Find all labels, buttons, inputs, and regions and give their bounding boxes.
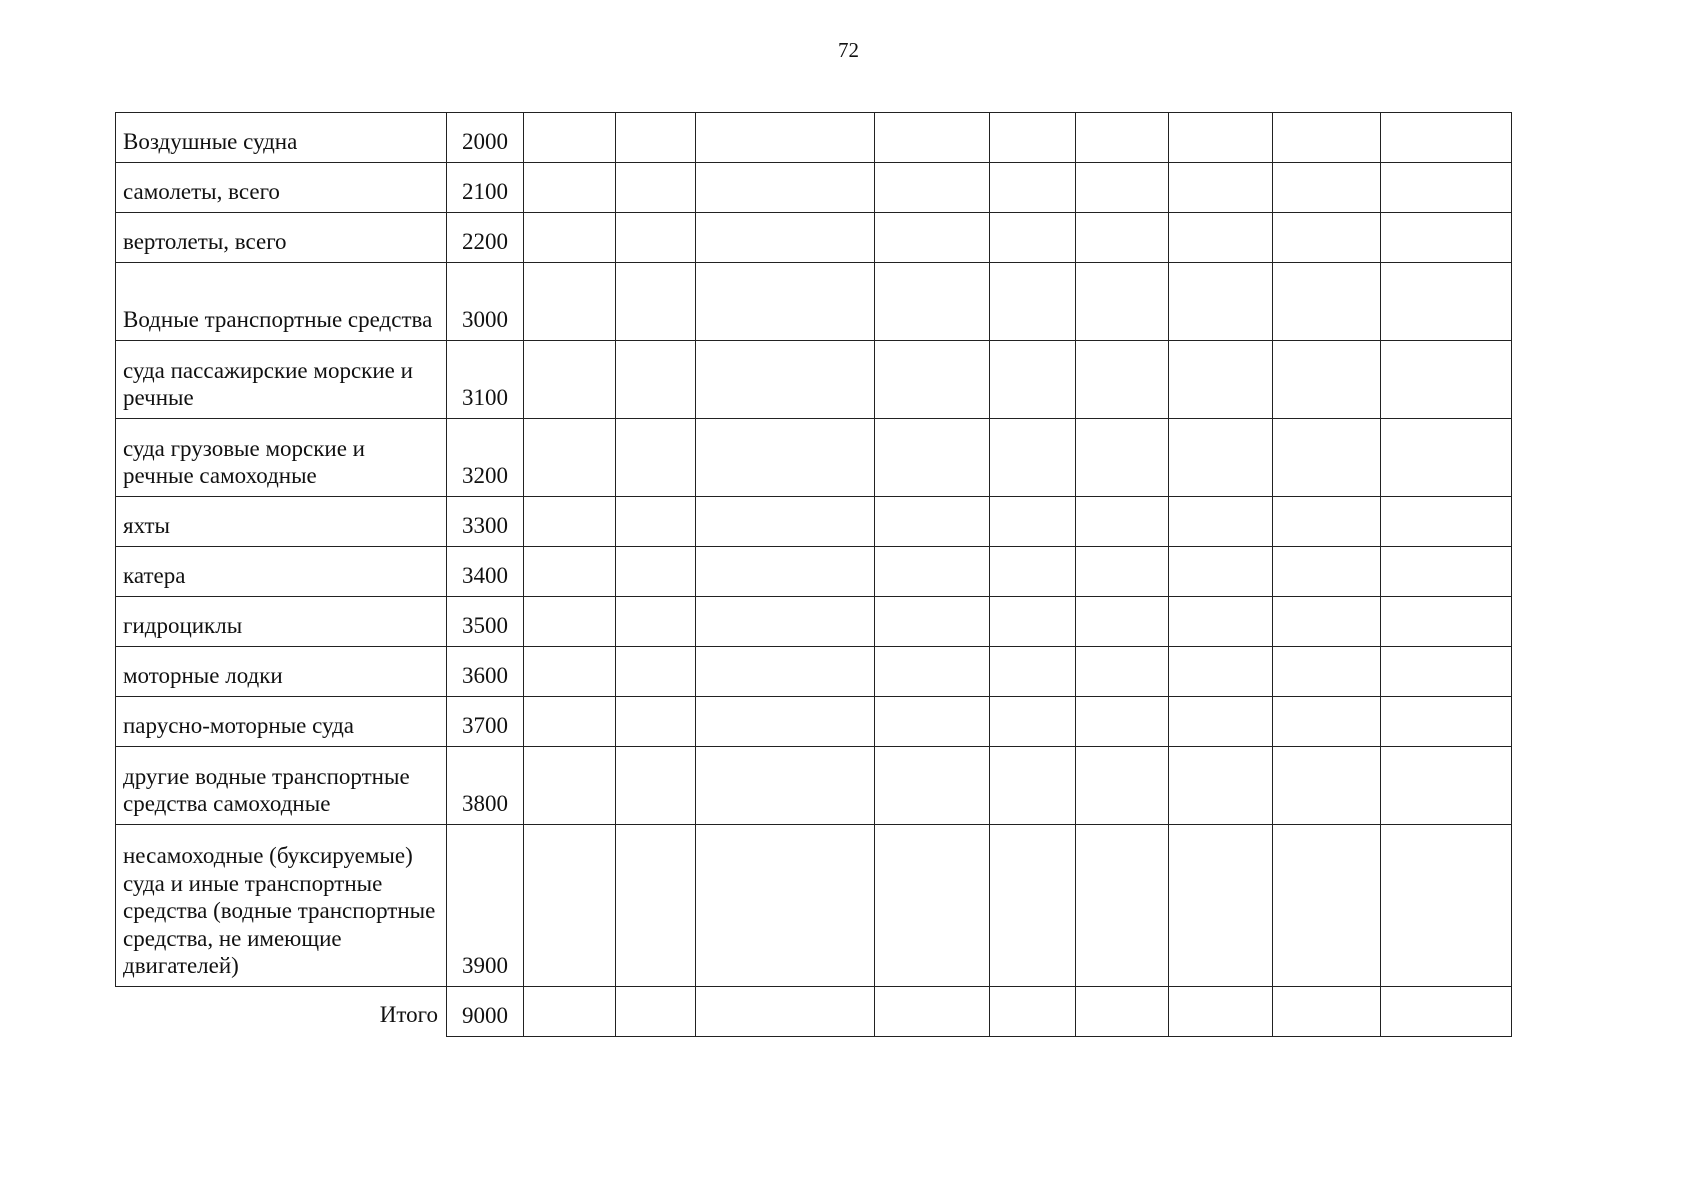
data-cell <box>990 825 1076 987</box>
data-cell <box>1381 987 1512 1037</box>
data-cell <box>875 163 990 213</box>
data-cell <box>524 497 616 547</box>
row-code: 2200 <box>447 213 524 263</box>
data-cell <box>1169 163 1273 213</box>
data-cell <box>990 419 1076 497</box>
table-row <box>116 419 1512 497</box>
data-cell <box>875 419 990 497</box>
data-cell <box>1273 747 1381 825</box>
vehicles-table <box>115 112 1512 1037</box>
data-cell <box>1076 113 1169 163</box>
data-cell <box>524 987 616 1037</box>
table-row <box>116 163 1512 213</box>
row-code: 3300 <box>447 497 524 547</box>
data-cell <box>1169 341 1273 419</box>
data-cell <box>524 419 616 497</box>
data-cell <box>1169 647 1273 697</box>
data-cell <box>875 213 990 263</box>
data-cell <box>616 987 696 1037</box>
row-label: Воздушные судна <box>116 113 447 163</box>
data-cell <box>990 747 1076 825</box>
table-body <box>116 113 1512 1037</box>
data-cell <box>616 213 696 263</box>
data-cell <box>696 213 875 263</box>
row-code: 3100 <box>447 341 524 419</box>
data-cell <box>1273 647 1381 697</box>
data-cell <box>524 263 616 341</box>
data-cell <box>1076 163 1169 213</box>
data-cell <box>1273 163 1381 213</box>
data-cell <box>990 547 1076 597</box>
row-label: самолеты, всего <box>116 163 447 213</box>
data-cell <box>1076 213 1169 263</box>
data-cell <box>1381 825 1512 987</box>
row-code: 2000 <box>447 113 524 163</box>
data-cell <box>1273 497 1381 547</box>
data-cell <box>875 825 990 987</box>
data-cell <box>990 697 1076 747</box>
data-cell <box>1076 747 1169 825</box>
data-cell <box>1273 263 1381 341</box>
data-cell <box>1169 497 1273 547</box>
data-cell <box>1169 547 1273 597</box>
row-label: гидроциклы <box>116 597 447 647</box>
data-cell <box>524 113 616 163</box>
data-cell <box>875 747 990 825</box>
data-cell <box>524 547 616 597</box>
data-cell <box>990 341 1076 419</box>
data-cell <box>696 987 875 1037</box>
row-code: 3200 <box>447 419 524 497</box>
data-cell <box>696 825 875 987</box>
row-label: вертолеты, всего <box>116 213 447 263</box>
row-label: яхты <box>116 497 447 547</box>
row-code: 3900 <box>447 825 524 987</box>
data-cell <box>990 163 1076 213</box>
data-cell <box>524 697 616 747</box>
data-cell <box>1381 213 1512 263</box>
data-cell <box>1273 213 1381 263</box>
row-label: парусно-моторные суда <box>116 697 447 747</box>
row-label: катера <box>116 547 447 597</box>
row-code: 3000 <box>447 263 524 341</box>
data-cell <box>1381 497 1512 547</box>
data-cell <box>696 597 875 647</box>
data-cell <box>696 497 875 547</box>
data-cell <box>616 341 696 419</box>
data-cell <box>696 341 875 419</box>
row-code: 2100 <box>447 163 524 213</box>
table-row <box>116 647 1512 697</box>
data-cell <box>875 341 990 419</box>
data-cell <box>696 547 875 597</box>
data-cell <box>1381 597 1512 647</box>
data-cell <box>1169 597 1273 647</box>
data-cell <box>1076 697 1169 747</box>
data-cell <box>1381 647 1512 697</box>
row-code: 3500 <box>447 597 524 647</box>
data-cell <box>524 597 616 647</box>
data-cell <box>616 547 696 597</box>
data-cell <box>1169 419 1273 497</box>
data-cell <box>990 987 1076 1037</box>
data-cell <box>875 647 990 697</box>
data-cell <box>616 263 696 341</box>
data-cell <box>1076 987 1169 1037</box>
data-cell <box>524 747 616 825</box>
data-cell <box>1381 341 1512 419</box>
data-cell <box>1273 547 1381 597</box>
table-row <box>116 263 1512 341</box>
table-row <box>116 697 1512 747</box>
data-cell <box>1381 163 1512 213</box>
data-cell <box>524 341 616 419</box>
data-cell <box>990 213 1076 263</box>
data-cell <box>990 113 1076 163</box>
data-cell <box>1076 263 1169 341</box>
total-label: Итого <box>116 987 447 1037</box>
row-code: 3800 <box>447 747 524 825</box>
data-cell <box>1381 547 1512 597</box>
data-cell <box>1273 113 1381 163</box>
data-cell <box>696 113 875 163</box>
data-cell <box>875 547 990 597</box>
table-row <box>116 113 1512 163</box>
data-cell <box>696 263 875 341</box>
data-cell <box>1076 597 1169 647</box>
data-cell <box>616 825 696 987</box>
data-cell <box>696 697 875 747</box>
data-cell <box>990 647 1076 697</box>
table-row <box>116 341 1512 419</box>
data-cell <box>1381 697 1512 747</box>
data-cell <box>875 263 990 341</box>
data-cell <box>524 163 616 213</box>
table-row <box>116 213 1512 263</box>
data-cell <box>1381 419 1512 497</box>
table-row <box>116 825 1512 987</box>
data-cell <box>616 419 696 497</box>
data-cell <box>696 163 875 213</box>
data-cell <box>875 597 990 647</box>
total-row <box>116 987 1512 1037</box>
data-cell <box>1273 697 1381 747</box>
table-row <box>116 497 1512 547</box>
row-label: суда пассажирские морские и речные <box>116 341 447 419</box>
data-cell <box>1273 597 1381 647</box>
data-cell <box>990 597 1076 647</box>
data-cell <box>1169 825 1273 987</box>
data-cell <box>616 113 696 163</box>
data-cell <box>1169 263 1273 341</box>
data-cell <box>1076 547 1169 597</box>
data-cell <box>1169 747 1273 825</box>
data-cell <box>875 113 990 163</box>
data-cell <box>616 597 696 647</box>
data-cell <box>875 987 990 1037</box>
table-row <box>116 597 1512 647</box>
data-cell <box>1273 341 1381 419</box>
data-cell <box>875 697 990 747</box>
data-cell <box>990 497 1076 547</box>
data-cell <box>616 647 696 697</box>
data-cell <box>1169 697 1273 747</box>
row-label: моторные лодки <box>116 647 447 697</box>
data-cell <box>1381 747 1512 825</box>
data-cell <box>1381 113 1512 163</box>
data-cell <box>1273 825 1381 987</box>
table-row <box>116 547 1512 597</box>
row-label: Водные транспортные средства <box>116 263 447 341</box>
row-label: суда грузовые морские и речные самоходные <box>116 419 447 497</box>
data-cell <box>1076 419 1169 497</box>
data-cell <box>524 825 616 987</box>
row-label: другие водные транспортные средства самоходные <box>116 747 447 825</box>
data-cell <box>616 697 696 747</box>
row-label: несамоходные (буксируемые) суда и иные транспортные средства (водные транспортные средства, не имеющие двигателей) <box>116 825 447 987</box>
data-cell <box>616 497 696 547</box>
data-cell <box>524 647 616 697</box>
data-cell <box>696 647 875 697</box>
row-code: 3700 <box>447 697 524 747</box>
table-row <box>116 747 1512 825</box>
data-cell <box>696 419 875 497</box>
data-cell <box>1076 341 1169 419</box>
data-cell <box>1169 113 1273 163</box>
data-cell <box>990 263 1076 341</box>
data-cell <box>1076 825 1169 987</box>
data-cell <box>1381 263 1512 341</box>
data-cell <box>524 213 616 263</box>
data-cell <box>1273 419 1381 497</box>
data-cell <box>1169 213 1273 263</box>
row-code: 3400 <box>447 547 524 597</box>
data-cell <box>1076 497 1169 547</box>
data-cell <box>696 747 875 825</box>
data-cell <box>1169 987 1273 1037</box>
row-code: 3600 <box>447 647 524 697</box>
data-cell <box>1273 987 1381 1037</box>
data-cell <box>1076 647 1169 697</box>
page-number: 72 <box>838 38 859 62</box>
data-cell <box>616 163 696 213</box>
data-cell <box>875 497 990 547</box>
total-code: 9000 <box>447 987 524 1037</box>
data-cell <box>616 747 696 825</box>
